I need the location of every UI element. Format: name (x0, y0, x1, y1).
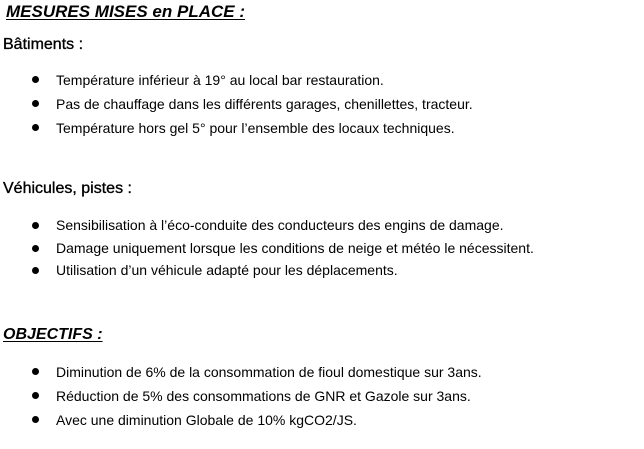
bullet-icon (32, 392, 39, 399)
list-item (0, 116, 473, 140)
bullet-icon (32, 100, 39, 107)
bullet-icon (32, 368, 39, 375)
list-item (0, 92, 473, 116)
list-item-text: Température hors gel 5° pour l’ensemble des locaux techniques. (56, 120, 455, 136)
list-item-text: Avec une diminution Globale de 10% kgCO2/JS. (56, 412, 357, 428)
list-item-text: Réduction de 5% des consommations de GNR et Gazole sur 3ans. (56, 388, 471, 404)
batiments-heading: Bâtiments : (3, 36, 84, 53)
vehicules-list (0, 214, 534, 282)
bullet-icon (32, 76, 39, 83)
list-item-text: Pas de chauffage dans les différents garages, chenillettes, tracteur. (56, 96, 473, 112)
list-item (0, 408, 482, 432)
bullet-icon (32, 416, 39, 423)
list-item-text: Diminution de 6% de la consommation de fioul domestique sur 3ans. (56, 364, 482, 380)
list-item-text: Température inférieur à 19° au local bar restauration. (56, 72, 384, 88)
bullet-icon (32, 124, 39, 131)
list-item (0, 360, 482, 384)
list-item (0, 259, 534, 282)
vehicules-heading: Véhicules, pistes : (3, 180, 132, 197)
objectifs-list (0, 360, 482, 432)
bullet-icon (32, 245, 39, 252)
list-item (0, 68, 473, 92)
bullet-icon (32, 222, 39, 229)
list-item (0, 237, 534, 260)
batiments-list (0, 68, 473, 140)
mesures-heading: MESURES MISES en PLACE : (6, 2, 245, 21)
list-item (0, 384, 482, 408)
bullet-icon (32, 267, 39, 274)
list-item-text: Sensibilisation à l’éco-conduite des conducteurs des engins de damage. (56, 217, 504, 233)
objectifs-heading: OBJECTIFS : (3, 326, 103, 343)
list-item (0, 214, 534, 237)
list-item-text: Utilisation d’un véhicule adapté pour les déplacements. (56, 262, 398, 278)
list-item-text: Damage uniquement lorsque les conditions de neige et météo le nécessitent. (56, 239, 534, 256)
